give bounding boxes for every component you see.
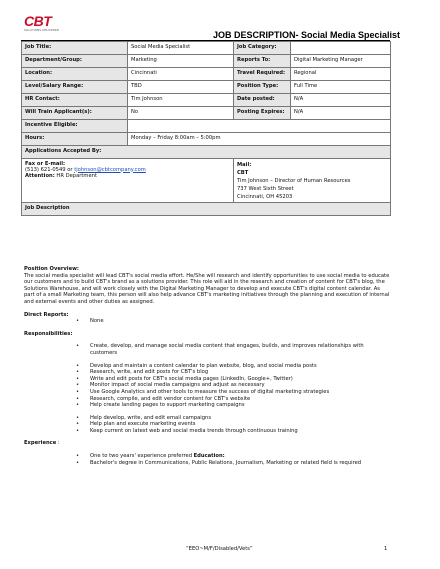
responsibility-item: • Help plan and execute marketing events — [24, 421, 390, 428]
experience-text: One to two years' experience preferred — [90, 453, 194, 460]
experience-item — [24, 453, 390, 460]
attention-label: Attention: — [25, 172, 55, 179]
hr-contact-label: HR Contact: — [22, 94, 128, 107]
incentive-label: Incentive Eligible: — [22, 120, 128, 133]
hr-email-link[interactable]: tjohnson@cbtcompany.com — [74, 166, 146, 173]
hr-contact-value: Tim Johnson — [128, 94, 234, 107]
eeo-statement: “EEO~M/F/Disabled/Vets” — [186, 546, 253, 552]
mail-cell — [234, 159, 391, 203]
department-value: Marketing — [128, 55, 234, 68]
travel-label: Travel Required: — [234, 68, 291, 81]
date-posted-value: N/A — [291, 94, 391, 107]
level-value: TBD — [128, 81, 234, 94]
responsibility-item: • Monitor impact of social media campaigns and adjust as necessary — [24, 382, 390, 389]
responsibilities-heading: Responsibilities: — [24, 330, 73, 337]
responsibility-item: • Research, compile, and edit vendor content for CBT's website — [24, 396, 390, 403]
attention-value: HR Department — [54, 172, 97, 179]
date-posted-label: Date posted: — [234, 94, 291, 107]
responsibility-item: • Keep current on latest web and social media trends through continuous training — [24, 428, 390, 435]
will-train-label: Will Train Applicant(s): — [22, 107, 128, 120]
experience-colon: : — [57, 440, 60, 447]
responsibility-item: • Help create landing pages to support marketing campaigns — [24, 402, 390, 409]
fax-email-label: Fax or E-mail: — [25, 160, 66, 167]
education-text: Bachelor's degree in Communications, Public Relations, Journalism, Marketing or related field is required — [90, 459, 362, 466]
job-category-label: Job Category: — [234, 42, 291, 55]
level-label: Level/Salary Range: — [22, 81, 128, 94]
hours-value: Monday – Friday 8:00am – 5:00pm — [128, 133, 391, 146]
posting-expires-label: Posting Expires: — [234, 107, 291, 120]
fax-phone: (513) 621-0549 or — [25, 166, 75, 173]
reports-to-value: Digital Marketing Manager — [291, 55, 391, 68]
job-title-label: Job Title: — [22, 42, 128, 55]
logo-tagline: SOLUTIONS DELIVERED — [24, 28, 60, 32]
incentive-value — [128, 120, 391, 133]
posting-expires-value: N/A — [291, 107, 391, 120]
applications-accepted-label: Applications Accepted By: — [22, 146, 391, 159]
overview-heading: Position Overview: — [24, 266, 79, 272]
fax-email-cell — [22, 159, 234, 203]
overview-text: The social media specialist will lead CBT's social media effort. He/She will research and identify opportunities to use social media to educate our customers and to build CBT's brand as a solutions provider. This role will aid in the research and creation of content for CBT's blog, the Solutions Warehouse, and will work closely with the Digital Marketing Manager to develop and execute CBT's digital content calendar. As part of a small Marketing team, this person will also help advance CBT's marketing initiatives through the planning and execution of internal and external events and other duties as assigned. — [24, 272, 390, 305]
responsibility-item: • Use Google Analytics and other tools to measure the success of digital marketing strategies — [24, 389, 390, 396]
responsibility-item: • Research, write, and edit posts for CBT's blog — [24, 369, 390, 376]
experience-item — [24, 460, 390, 467]
travel-value: Regional — [291, 68, 391, 81]
responsibility-item: • Help develop, write, and edit email campaigns — [24, 415, 390, 422]
direct-report-item: • None — [24, 318, 390, 325]
job-details-table — [21, 41, 391, 216]
job-category-value — [291, 42, 391, 55]
department-label: Department/Group: — [22, 55, 128, 68]
page-title: JOB DESCRIPTION- Social Media Specialist — [213, 30, 401, 40]
logo-text: CBT — [24, 13, 52, 29]
mail-company: CBT — [237, 169, 249, 176]
position-type-label: Position Type: — [234, 81, 291, 94]
job-description-label: Job Description — [22, 203, 391, 216]
education-heading: Education: — [193, 453, 225, 460]
direct-reports-heading: Direct Reports: — [24, 311, 69, 318]
will-train-value: No — [128, 107, 234, 120]
cbt-logo — [24, 14, 60, 32]
job-description-body — [24, 266, 390, 466]
reports-to-label: Reports To: — [234, 55, 291, 68]
mail-label: Mail: — [237, 161, 252, 168]
position-type-value: Full Time — [291, 81, 391, 94]
page-number: 1 — [384, 546, 388, 552]
mail-city: Cincinnati, OH 45203 — [237, 193, 293, 200]
location-value: Cincinnati — [128, 68, 234, 81]
responsibility-item: • Create, develop, and manage social media content that engages, builds, and improves relationships with customers — [24, 343, 390, 356]
experience-heading: Experience — [24, 440, 57, 447]
location-label: Location: — [22, 68, 128, 81]
responsibility-item: • Develop and maintain a content calendar to plan website, blog, and social media posts — [24, 363, 390, 370]
responsibility-item: • Write and edit posts for CBT's social media pages (LinkedIn, Google+, Twitter) — [24, 376, 390, 383]
mail-street: 737 West Sixth Street — [237, 185, 294, 192]
hours-label: Hours: — [22, 133, 128, 146]
job-title-value: Social Media Specialist — [128, 42, 234, 55]
mail-contact: Tim Johnson – Director of Human Resources — [237, 177, 351, 184]
